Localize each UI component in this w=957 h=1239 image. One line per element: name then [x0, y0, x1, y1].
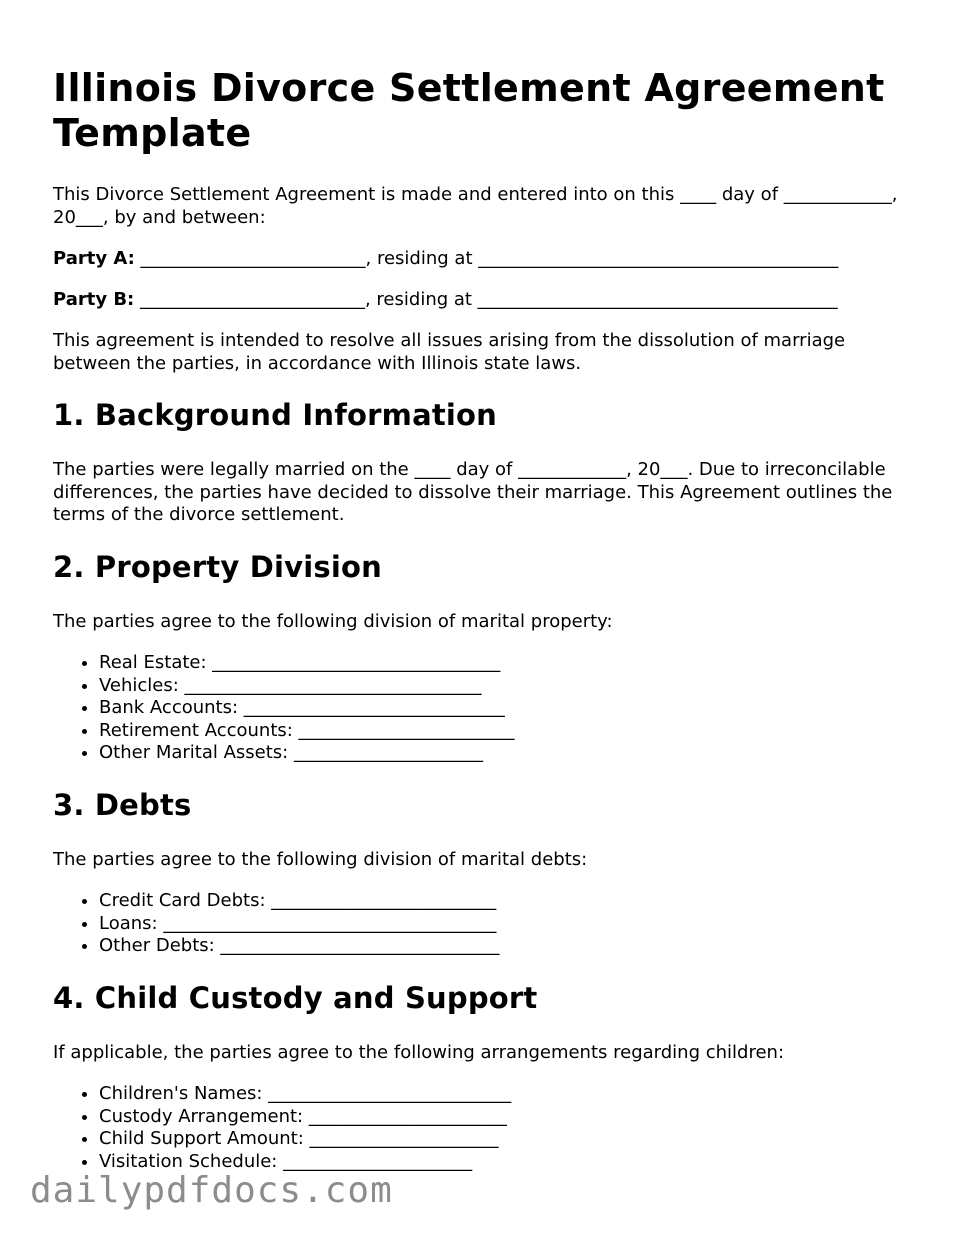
- list-item: • Credit Card Debts: _________________________: [99, 890, 913, 913]
- list-item: • Other Marital Assets: _____________________: [99, 742, 913, 765]
- party-b-fields: _________________________, residing at ________________________________________: [134, 289, 838, 310]
- list-item: • Loans: _____________________________________: [99, 913, 913, 936]
- section-heading-debts: 3. Debts: [53, 787, 192, 822]
- watermark: dailypdfdocs.com: [30, 1170, 393, 1211]
- party-a-fields: _________________________, residing at ________________________________________: [134, 248, 839, 269]
- list-item: • Custody Arrangement: ______________________: [99, 1106, 913, 1129]
- debts-paragraph: The parties agree to the following division of marital debts:: [53, 848, 588, 870]
- document-page: [53, 66, 913, 1193]
- party-a-label: Party A:: [53, 248, 135, 269]
- list-item: • Retirement Accounts: ________________________: [99, 720, 913, 743]
- list-item: • Other Debts: _______________________________: [99, 935, 913, 958]
- section-heading-background: 1. Background Information: [53, 398, 498, 432]
- section-heading-property: 2. Property Division: [53, 549, 382, 584]
- background-paragraph: The parties were legally married on the ____ day of ____________, 20___. Due to irreconcilable differences, the parties have decided to dissolve their marriage. This Agreement outlines the terms of the divorce settlement.: [53, 459, 893, 525]
- purpose-paragraph: This agreement is intended to resolve all issues arising from the dissolution of marriage between the parties, in accordance with Illinois state laws.: [53, 330, 846, 374]
- debts-list: [53, 890, 913, 958]
- list-item: • Vehicles: _________________________________: [99, 675, 913, 698]
- document-title: Illinois Divorce Settlement Agreement Template: [53, 66, 885, 155]
- list-item: • Child Support Amount: _____________________: [99, 1128, 913, 1151]
- party-b-label: Party B:: [53, 289, 135, 310]
- party-a-line: [53, 248, 913, 270]
- property-list: [53, 652, 913, 765]
- custody-list: [53, 1083, 913, 1173]
- intro-paragraph: This Divorce Settlement Agreement is made and entered into on this ____ day of ____________, 20___, by and between:: [53, 184, 898, 228]
- custody-paragraph: If applicable, the parties agree to the following arrangements regarding children:: [53, 1041, 785, 1063]
- section-heading-custody: 4. Child Custody and Support: [53, 980, 538, 1015]
- list-item: • Visitation Schedule: _____________________: [99, 1151, 913, 1174]
- party-b-line: [53, 289, 913, 311]
- list-item: • Children's Names: ___________________________: [99, 1083, 913, 1106]
- property-paragraph: The parties agree to the following division of marital property:: [53, 610, 613, 632]
- list-item: • Bank Accounts: _____________________________: [99, 697, 913, 720]
- list-item: • Real Estate: ________________________________: [99, 652, 913, 675]
